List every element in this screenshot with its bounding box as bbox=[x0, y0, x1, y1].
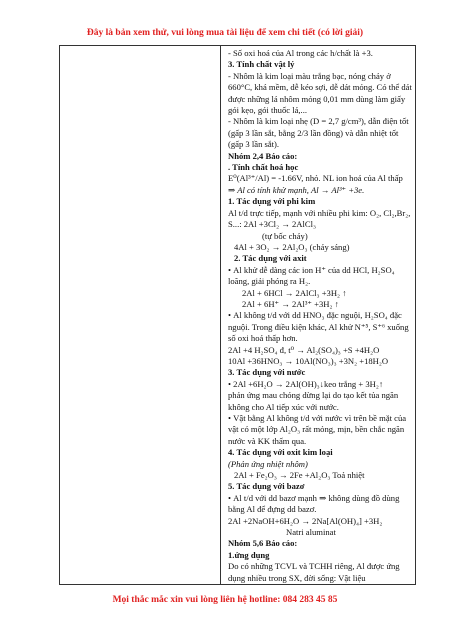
text-line: - Nhôm là kim loại màu trắng bạc, nóng chảy ở 660°C, khá mềm, dễ kéo sợi, dễ dát mỏng. Có thể dát được những lá nhôm mỏng 0,01 mm dùng làm giấy gói kẹo, gói thuốc lá,... bbox=[228, 70, 412, 116]
section-heading: 3. Tính chất vật lý bbox=[228, 59, 295, 70]
bullet-line: • Al không t/d với dd HNO₃ đặc nguội, H₂SO₄ đặc nguội. Trong điều kiện khác, Al khử N⁺⁵, S⁺⁶ xuống số oxi hoá thấp hơn. bbox=[228, 310, 412, 344]
section-heading: 3. Tác dụng với nước bbox=[228, 367, 306, 378]
text-column bbox=[228, 48, 412, 584]
text-line: Al t/d trực tiếp, mạnh với nhiều phi kim: O₂, Cl₂,Br₂, S...: 2Al +3Cl₂ → 2AlCl₃ bbox=[228, 207, 411, 230]
preview-banner: Đây là bản xem thử, vui lòng mua tài liệu để xem chi tiết (có lời giải) bbox=[86, 28, 364, 38]
section-heading: 4. Tác dụng với oxit kim loại bbox=[228, 447, 333, 458]
section-heading: . Tính chất hoá học bbox=[228, 162, 299, 173]
group-heading: Nhóm 2,4 Báo cáo: bbox=[228, 150, 298, 161]
hotline-banner: Mọi thắc mắc xin vui lòng liên hệ hotline: 084 283 45 85 bbox=[112, 595, 338, 605]
section-heading: 1.ứng dụng bbox=[228, 549, 270, 560]
column-divider bbox=[220, 46, 221, 584]
section-heading: 2. Tác dụng với axit bbox=[234, 253, 307, 264]
text-line: ⇒ Al có tính khử mạnh, Al → Al³⁺ +3e. bbox=[228, 184, 365, 195]
equation-line: 2Al +4 H₂SO₄ đ, t⁰ → Al₂(SO₄)₃ +S +4H₂O bbox=[228, 344, 380, 355]
text-line: Natri aluminat bbox=[286, 527, 336, 538]
section-heading: 5. Tác dụng với bazơ bbox=[228, 481, 305, 492]
text-line: phản ứng mau chóng dừng lại do tạo kết tủa ngăn không cho Al tiếp xúc với nước. bbox=[228, 390, 399, 412]
group-heading: Nhóm 5,6 Báo cáo: bbox=[228, 538, 298, 549]
text-line: (Phản ứng nhiệt nhôm) bbox=[228, 458, 308, 469]
equation-line: 2Al + 6H⁺ → 2Al³⁺ +3H₂ ↑ bbox=[242, 298, 339, 309]
text-line: Do có những TCVL và TCHH riêng, Al được ứng dụng nhiều trong SX, đời sống: Vật liệu bbox=[228, 561, 400, 583]
equation-line: 2Al + Fe₂O₃ → 2Fe +Al₂O₃ Toả nhiệt bbox=[234, 470, 365, 481]
text-line: E⁰(Al³⁺/Al) = -1.66V, nhỏ. NL ion hoá của Al thấp bbox=[228, 173, 403, 184]
text-line: - Số oxi hoá của Al trong các h/chất là +3. bbox=[228, 48, 373, 58]
content-table bbox=[59, 45, 416, 585]
equation-line: 2Al +2NaOH+6H₂O → 2Na[Al(OH)₄] +3H₂ bbox=[228, 515, 383, 526]
bullet-line: • 2Al +6H₂O → 2Al(OH)₃↓keo trắng + 3H₂↑ bbox=[228, 379, 412, 390]
text-line: (tự bốc cháy) bbox=[262, 230, 308, 241]
equation-line: 2Al + 6HCl → 2AlCl₃ +3H₂ ↑ bbox=[242, 287, 347, 298]
bullet-line: • Vật bằng Al không t/d với nước vì trên bề mặt của vật có một lớp Al₂O₃ rất mỏng, mịn, bền chắc ngăn nước và KK thấm qua. bbox=[228, 413, 412, 447]
bullet-line: • Al t/d với dd bazơ mạnh ⇒ không dùng đồ dùng bằng Al để đựng dd bazơ. bbox=[228, 493, 412, 516]
equation-line: 4Al + 3O₂ → 2Al₂O₃ (cháy sáng) bbox=[234, 241, 350, 252]
section-heading: 1. Tác dụng với phi kim bbox=[228, 196, 316, 207]
text-line: - Nhôm là kim loại nhẹ (D = 2,7 g/cm³), dẫn điện tốt (gấp 3 lần sắt, bằng 2/3 lần đồng) và dẫn nhiệt tốt (gấp 3 lần sắt). bbox=[228, 116, 409, 150]
equation-line: 10Al +36HNO₃ → 10Al(NO₃)₃ +3N₂ +18H₂O bbox=[228, 355, 389, 366]
bullet-line: • Al khử dễ dàng các ion H⁺ của dd HCl, H₂SO₄ loãng, giải phóng ra H₂. bbox=[228, 265, 412, 288]
